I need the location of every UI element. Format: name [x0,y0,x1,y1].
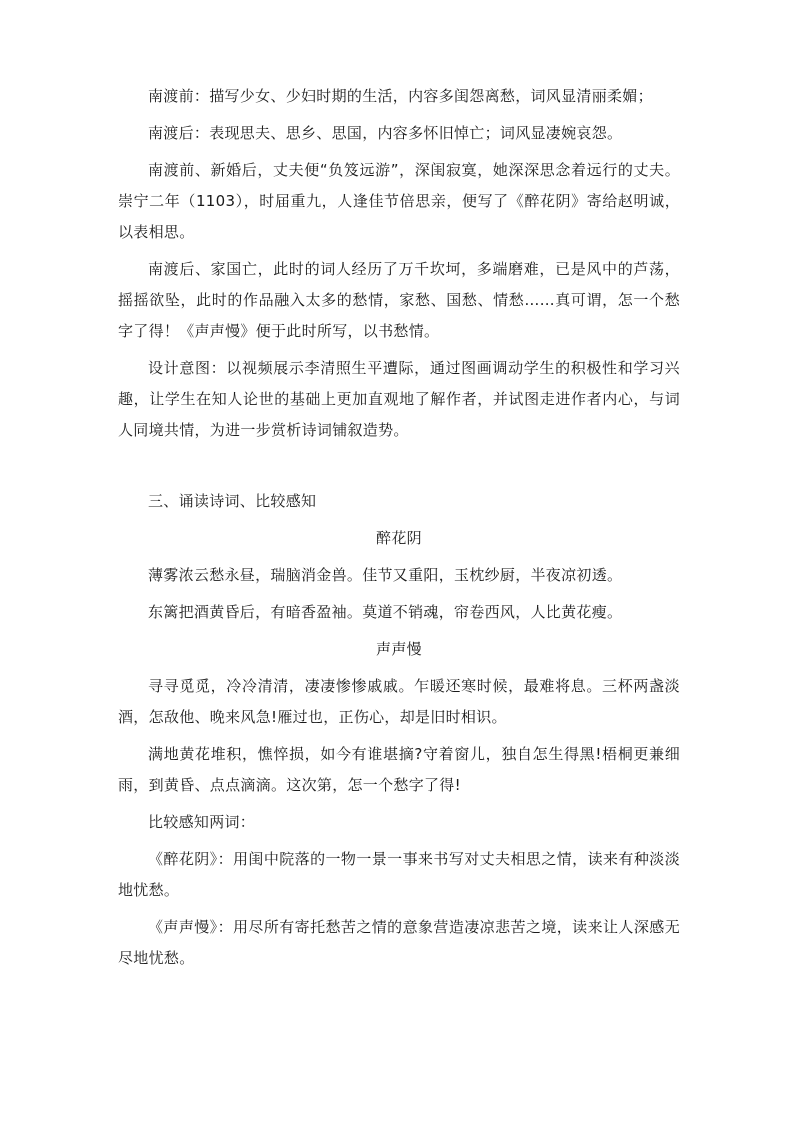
paragraph-country-lost: 南渡后、家国亡，此时的词人经历了万千坎坷，多端磨难，已是风中的芦荡，摇摇欲坠，此时的作品融入太多的愁情，家愁、国愁、情愁……真可谓，怎一个愁字了得！《声声慢》便于此时所写，以书愁情。 [118,260,680,340]
poem-line: 寻寻觅觅，冷冷清清，凄凄惨惨戚戚。乍暖还寒时候，最难将息。三杯两盏淡酒，怎敌他、晚来风急!雁过也，正伤心，却是旧时相识。 [118,677,680,726]
paragraph-design-intent: 设计意图：以视频展示李清照生平遭际，通过图画调动学生的积极性和学习兴趣，让学生在知人论世的基础上更加直观地了解作者，并试图走进作者内心，与词人同境共情，为进一步赏析诗词铺叙造势。 [118,359,680,439]
poem-line: 东篱把酒黄昏后，有暗香盈袖。莫道不销魂，帘卷西风，人比黄花瘦。 [148,603,623,621]
poem-line: 薄雾浓云愁永昼，瑞脑消金兽。佳节又重阳，玉枕纱厨，半夜凉初透。 [148,566,623,584]
paragraph-after-south: 南渡后：表现思夫、思乡、思国，内容多怀旧悼亡；词风显凄婉哀怨。 [148,124,623,142]
poem-line: 满地黄花堆积，憔悴损，如今有谁堪摘?守着窗儿，独自怎生得黑!梧桐更兼细雨，到黄昏、点点滴滴。这次第，怎一个愁字了得! [118,745,680,794]
poem-title-shengshengman: 声声慢 [376,640,422,658]
compare-zuihuayin: 《醉花阴》：用闺中院落的一物一景一事来书写对丈夫相思之情，读来有种淡淡地忧愁。 [118,850,680,899]
section-heading: 三、诵读诗词、比较感知 [148,492,317,510]
paragraph-newlywed: 南渡前、新婚后，丈夫便“负笈远游”，深闺寂寞，她深深思念着远行的丈夫。崇宁二年（1103），时届重九，人逢佳节倍思亲，便写了《醉花阴》寄给赵明诚，以表相思。 [118,161,680,241]
compare-heading: 比较感知两词： [148,813,256,831]
document-body [118,81,680,974]
compare-shengshengman: 《声声慢》：用尽所有寄托愁苦之情的意象营造凄凉悲苦之境，读来让人深感无尽地忧愁。 [118,918,680,967]
poem-title-zuihuayin: 醉花阴 [376,529,422,547]
paragraph-before-south: 南渡前：描写少女、少妇时期的生活，内容多闺怨离愁，词风显清丽柔媚； [148,87,653,105]
